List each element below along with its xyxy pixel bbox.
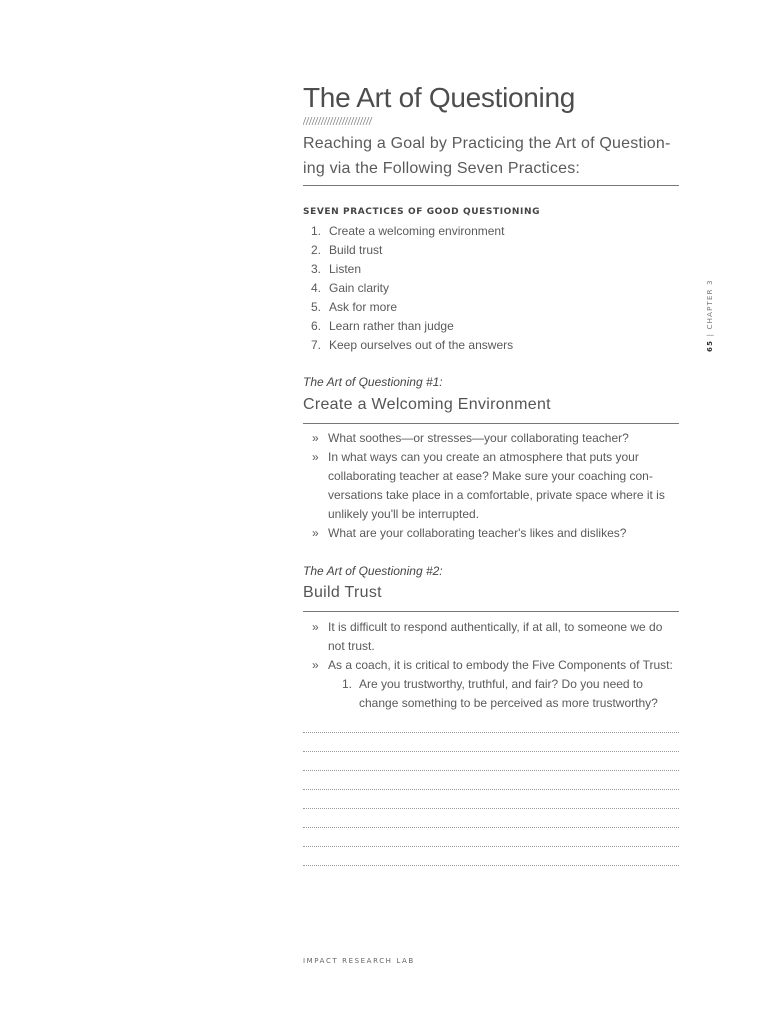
- list-item: [303, 279, 513, 298]
- bullet-chevron-icon: »: [312, 526, 319, 540]
- list-item: [303, 241, 513, 260]
- practices-heading: SEVEN PRACTICES OF GOOD QUESTIONING: [303, 207, 541, 217]
- divider-section1: [303, 423, 679, 424]
- list-item: [342, 675, 679, 713]
- list-item: [303, 448, 679, 524]
- bullet-chevron-icon: »: [312, 450, 319, 464]
- bullet-chevron-icon: »: [312, 620, 319, 634]
- item-number: 1.: [342, 677, 353, 691]
- section2-bullets: [303, 618, 679, 713]
- item-text: Listen: [329, 262, 362, 276]
- list-item: [303, 222, 513, 241]
- item-number: 6.: [310, 319, 321, 333]
- item-number: 7.: [310, 338, 321, 352]
- list-item: [303, 317, 513, 336]
- note-line: [303, 789, 679, 790]
- item-text: What soothes—or stresses—your collaborating teacher?: [328, 431, 629, 445]
- note-line: [303, 732, 679, 733]
- note-line: [303, 865, 679, 866]
- section1-kicker: The Art of Questioning #1:: [303, 375, 443, 389]
- bullet-chevron-icon: »: [312, 658, 319, 672]
- section1-title: Create a Welcoming Environment: [303, 396, 551, 413]
- list-item: [303, 618, 679, 656]
- subtitle-line-2: ing via the Following Seven Practices:: [303, 160, 581, 177]
- page-title: The Art of Questioning: [303, 82, 576, 113]
- list-item: [303, 656, 679, 713]
- note-line: [303, 808, 679, 809]
- item-text: In what ways can you create an atmosphere that puts your collaborating teacher at ease? Make sure your coaching con-versations take place in a comfortable, private space where it is unlikely you'll be interrupted.: [328, 450, 665, 521]
- item-number: 4.: [310, 281, 321, 295]
- bullet-chevron-icon: »: [312, 431, 319, 445]
- side-tab: [703, 262, 717, 352]
- note-line: [303, 846, 679, 847]
- section2-title: Build Trust: [303, 584, 382, 601]
- item-text: Create a welcoming environment: [329, 224, 505, 238]
- item-number: 2.: [310, 243, 321, 257]
- list-item: [303, 298, 513, 317]
- item-text: Ask for more: [329, 300, 398, 314]
- item-number: 5.: [310, 300, 321, 314]
- divider-subtitle: [303, 185, 679, 186]
- subtitle-line-1: Reaching a Goal by Practicing the Art of Question-: [303, 135, 671, 152]
- item-number: 3.: [310, 262, 321, 276]
- section2-kicker: The Art of Questioning #2:: [303, 564, 443, 578]
- item-text: Gain clarity: [329, 281, 390, 295]
- item-text: What are your collaborating teacher's likes and dislikes?: [328, 526, 627, 540]
- item-text: As a coach, it is critical to embody the Five Components of Trust:: [328, 658, 673, 672]
- chapter-label: CHAPTER 3: [706, 279, 714, 330]
- item-text: Build trust: [329, 243, 383, 257]
- trust-components-list: [328, 675, 679, 713]
- hatch-decoration: [303, 117, 373, 125]
- note-line: [303, 770, 679, 771]
- item-text: Learn rather than judge: [329, 319, 454, 333]
- section1-bullets: [303, 429, 679, 543]
- footer: IMPACT RESEARCH LAB: [303, 957, 415, 965]
- note-line: [303, 827, 679, 828]
- list-item: [303, 429, 679, 448]
- list-item: [303, 336, 513, 355]
- practices-list: [303, 222, 513, 355]
- note-line: [303, 751, 679, 752]
- item-text: It is difficult to respond authentically, if at all, to someone we do not trust.: [328, 620, 663, 653]
- side-tab-separator: |: [706, 332, 714, 337]
- item-number: 1.: [310, 224, 321, 238]
- list-item: [303, 260, 513, 279]
- divider-section2: [303, 611, 679, 612]
- subtitle: [303, 131, 683, 181]
- list-item: [303, 524, 679, 543]
- item-text: Are you trustworthy, truthful, and fair? Do you need to change something to be perceived as more trustworthy?: [359, 677, 658, 710]
- item-text: Keep ourselves out of the answers: [329, 338, 514, 352]
- page-number: 65: [706, 339, 714, 352]
